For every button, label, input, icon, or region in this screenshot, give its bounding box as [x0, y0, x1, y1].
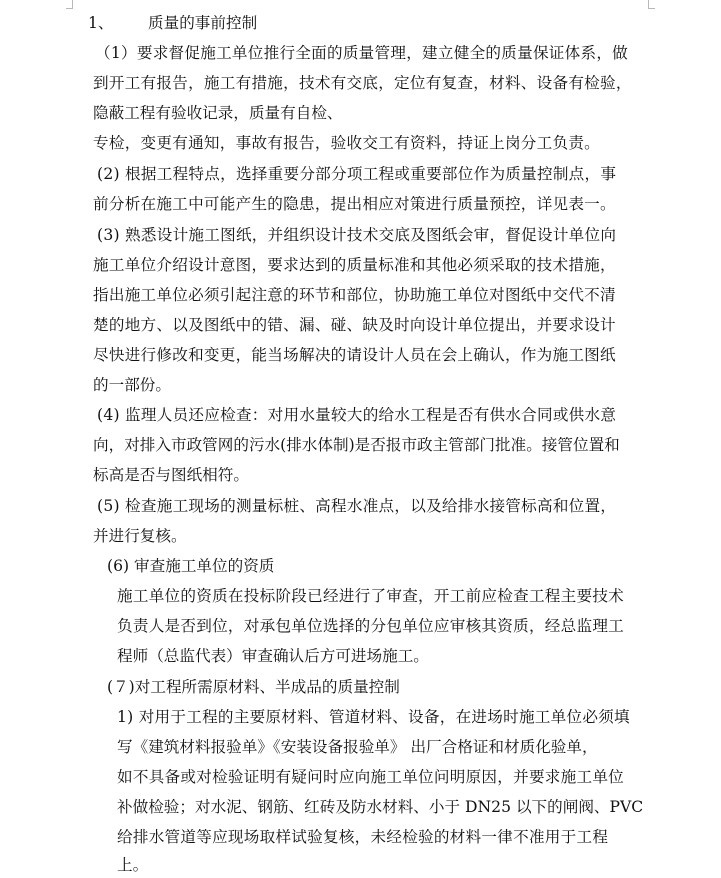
paragraph-line: 负责人是否到位，对承包单位选择的分包单位应审核其资质，经总监理工 [117, 617, 625, 635]
paragraph-line: 1) 对用于工程的主要原材料、管道材料、设备，在进场时施工单位必须填 [117, 708, 630, 726]
paragraph-line: 给排水管道等应现场取样试验复核，未经检验的材料一律不准用于工程 [117, 828, 609, 846]
paragraph-line: (5) 检查施工现场的测量标桩、高程水准点，以及给排水接管标高和位置， [97, 497, 617, 515]
margin-corner-mark-right [648, 0, 655, 9]
paragraph-line: 前分析在施工中可能产生的隐患，提出相应对策进行质量预控，详见表一。 [93, 195, 616, 213]
margin-corner-mark-left [66, 0, 73, 9]
paragraph-line: （1）要求督促施工单位推行全面的质量管理，建立健全的质量保证体系，做 [95, 44, 629, 62]
paragraph-line: 如不具备或对检验证明有疑问时应向施工单位问明原因，并要求施工单位 [117, 768, 625, 786]
section-number: 1、 [88, 14, 114, 32]
paragraph-line: 隐蔽工程有验收记录，质量有自检、 [93, 104, 343, 122]
paragraph-line: 到开工有报告，施工有措施，技术有交底，定位有复查，材料、设备有检验， [93, 74, 632, 92]
paragraph-line: 向，对排入市政管网的污水(排水体制)是否报市政主管部门批准。接管位置和 [93, 436, 620, 454]
section-title: 质量的事前控制 [148, 14, 258, 32]
paragraph-line: (6) 审查施工单位的资质 [107, 557, 275, 575]
paragraph-line: 楚的地方、以及图纸中的错、漏、碰、缺及时向设计单位提出，并要求设计 [93, 316, 616, 334]
paragraph-line: 补做检验；对水泥、钢筋、红砖及防水材料、小于 DN25 以下的闸阀、PVC [117, 798, 644, 816]
paragraph-line: 并进行复核。 [93, 527, 187, 545]
paragraph-line: 专检，变更有通知，事故有报告，验收交工有资料，持证上岗分工负责。 [93, 134, 601, 152]
paragraph-line: 施工单位的资质在投标阶段已经进行了审查，开工前应检查工程主要技术 [117, 587, 625, 605]
paragraph-line: 尽快进行修改和变更，能当场解决的请设计人员在会上确认，作为施工图纸 [93, 346, 616, 364]
paragraph-line: (2) 根据工程特点，选择重要分部分项工程或重要部位作为质量控制点，事 [97, 165, 617, 183]
paragraph-line: 标高是否与图纸相符。 [93, 466, 249, 484]
paragraph-line: (７)对工程所需原材料、半成品的质量控制 [107, 678, 400, 696]
paragraph-line: 程师（总监代表）审查确认后方可进场施工。 [117, 647, 429, 665]
paragraph-line: 指出施工单位必须引起注意的环节和部位，协助施工单位对图纸中交代不清 [93, 286, 616, 304]
paragraph-line: 上。 [117, 856, 149, 874]
paragraph-line: 施工单位介绍设计意图，要求达到的质量标准和其他必须采取的技术措施， [93, 256, 616, 274]
paragraph-line: (4) 监理人员还应检查：对用水量较大的给水工程是否有供水合同或供水意 [97, 406, 617, 424]
paragraph-line: (3) 熟悉设计施工图纸，并组织设计技术交底及图纸会审，督促设计单位向 [97, 226, 617, 244]
paragraph-line: 的一部份。 [93, 376, 171, 394]
paragraph-line: 写《建筑材料报验单》《安装设备报验单》 出厂合格证和材质化验单， [117, 738, 598, 756]
